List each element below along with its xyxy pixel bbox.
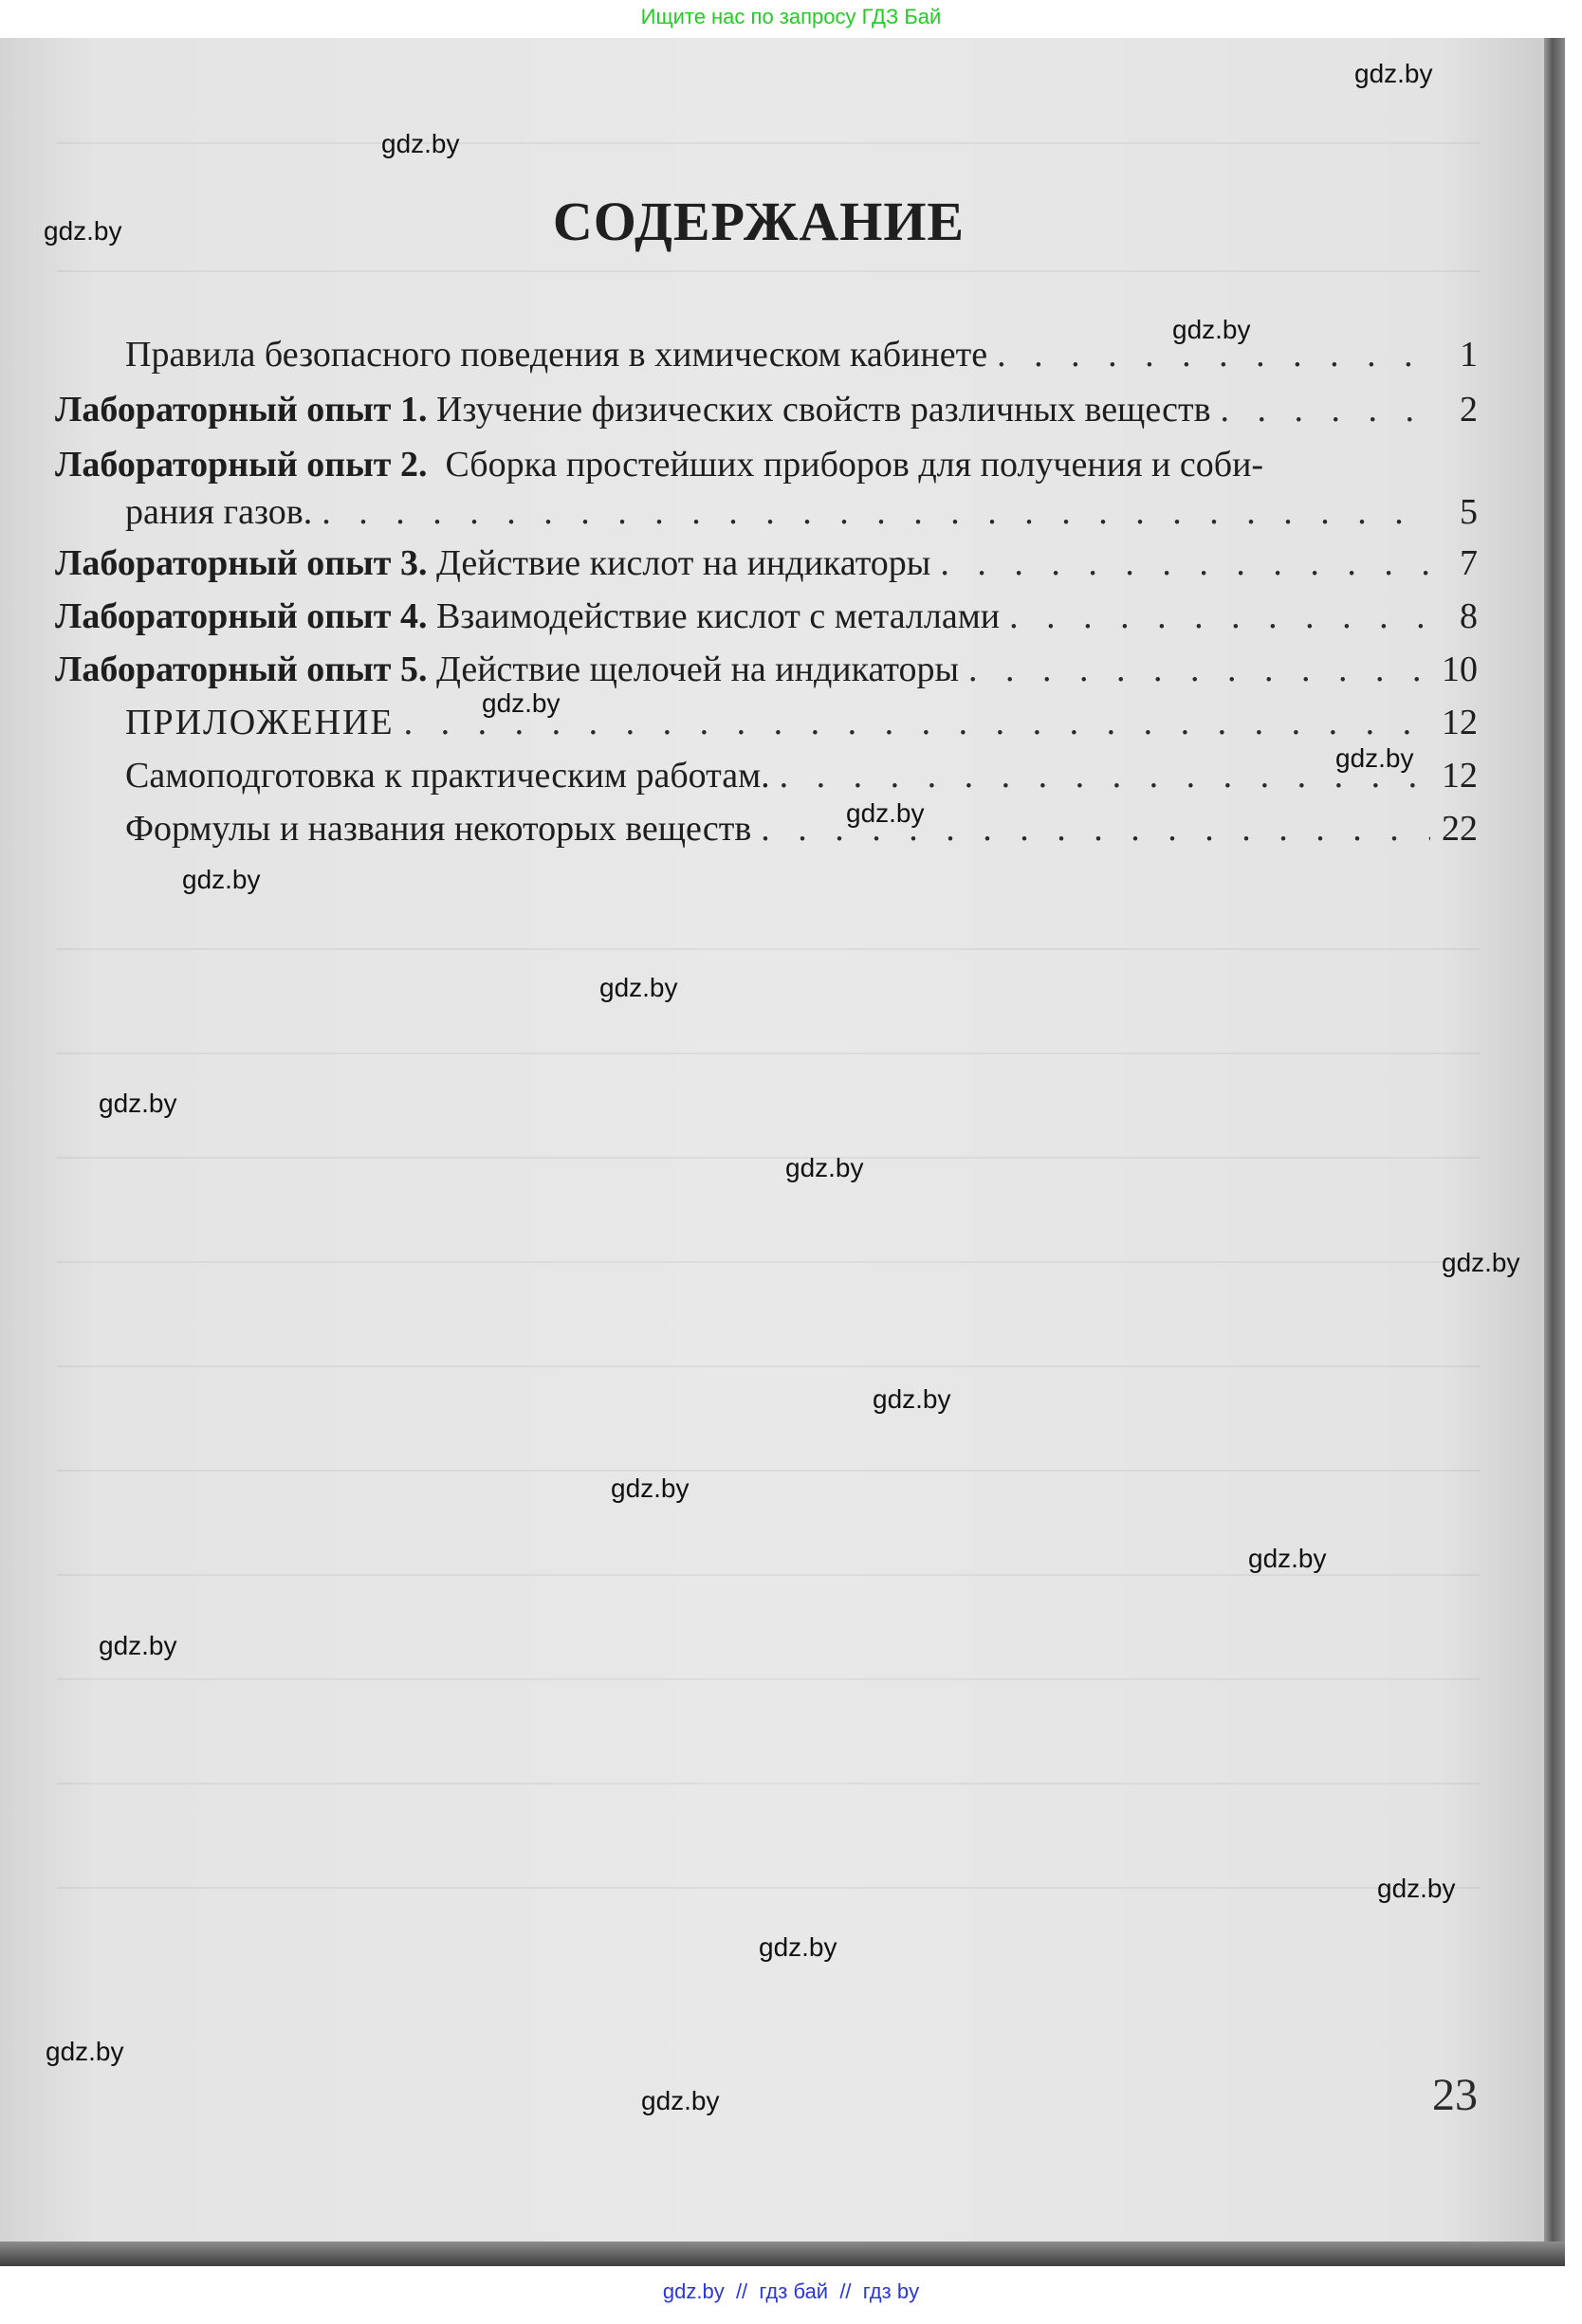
toc-entry-label: Лабораторный опыт 2. bbox=[55, 445, 428, 485]
toc-page-number: 10 bbox=[1442, 650, 1478, 689]
watermark: gdz.by bbox=[1442, 1248, 1520, 1277]
watermark: gdz.by bbox=[759, 1932, 837, 1962]
toc-entry-text: Формулы и названия некоторых веществ bbox=[125, 809, 752, 849]
toc-leader-dots bbox=[968, 649, 1430, 690]
toc-entry-continuation: рания газов. bbox=[125, 492, 313, 532]
ghost-line bbox=[57, 1470, 1480, 1472]
watermark: gdz.by bbox=[99, 1089, 177, 1118]
page-bottom-edge bbox=[0, 2242, 1565, 2266]
toc-page-number: 12 bbox=[1442, 703, 1478, 742]
toc-page-number: 2 bbox=[1460, 390, 1478, 430]
toc-entry-label: Лабораторный опыт 5. bbox=[55, 650, 428, 689]
watermark: gdz.by bbox=[46, 2037, 124, 2066]
toc-entry-text: Сборка простейших приборов для получения и соби- bbox=[435, 445, 1264, 485]
ghost-line bbox=[57, 1678, 1480, 1680]
toc-leader-dots bbox=[940, 542, 1430, 584]
toc-entry-label: Лабораторный опыт 4. bbox=[55, 596, 428, 636]
toc-leader-dots bbox=[1221, 389, 1430, 430]
toc-entry-lab-3[interactable] bbox=[55, 542, 1478, 595]
page-title: СОДЕРЖАНИЕ bbox=[552, 191, 966, 252]
ghost-line bbox=[57, 1157, 1480, 1159]
watermark: gdz.by bbox=[641, 2086, 720, 2115]
toc-entry-text: Взаимодействие кислот с металлами bbox=[427, 596, 1001, 636]
toc-entry-lab-5[interactable] bbox=[55, 649, 1478, 702]
toc-entry-text: Самоподготовка к практическим работам. bbox=[125, 756, 770, 796]
ghost-line bbox=[57, 1365, 1480, 1367]
ghost-line bbox=[57, 1783, 1480, 1784]
toc-leader-dots bbox=[1009, 595, 1430, 637]
watermark: gdz.by bbox=[846, 798, 925, 828]
watermark: gdz.by bbox=[873, 1384, 951, 1414]
watermark: gdz.by bbox=[44, 216, 122, 246]
ghost-line bbox=[57, 1261, 1480, 1263]
toc-entry-lab-2-line-1[interactable] bbox=[55, 444, 1478, 485]
toc-page-number: 8 bbox=[1460, 596, 1478, 636]
toc-entry-safety-rules[interactable] bbox=[125, 334, 1478, 387]
book-spine bbox=[1544, 38, 1565, 2266]
toc-leader-dots bbox=[780, 755, 1430, 796]
toc-page-number: 12 bbox=[1442, 756, 1478, 796]
toc-entry-lab-2-line-2[interactable] bbox=[125, 491, 1478, 544]
watermark: gdz.by bbox=[182, 865, 261, 894]
toc-entry-lab-4[interactable] bbox=[55, 595, 1478, 649]
toc-entry-label: Лабораторный опыт 1. bbox=[55, 390, 428, 430]
page-number: 23 bbox=[1432, 2070, 1478, 2120]
top-banner[interactable]: Ищите нас по запросу ГДЗ Бай bbox=[640, 5, 942, 28]
toc-entry-lab-1[interactable] bbox=[55, 389, 1478, 442]
watermark: gdz.by bbox=[785, 1153, 864, 1182]
toc-page-number: 7 bbox=[1460, 543, 1478, 583]
ghost-line bbox=[57, 142, 1480, 144]
toc-entry-text: ПРИЛОЖЕНИЕ bbox=[125, 703, 395, 742]
toc-page-number: 1 bbox=[1460, 335, 1478, 375]
ghost-line bbox=[57, 1052, 1480, 1054]
toc-entry-text: Правила безопасного поведения в химическом кабинете bbox=[125, 335, 988, 375]
watermark: gdz.by bbox=[1248, 1544, 1327, 1573]
toc-entry-self-prep[interactable] bbox=[125, 755, 1478, 808]
footer-links[interactable]: gdz.by // гдз бай // гдз by bbox=[662, 2279, 920, 2303]
ghost-line bbox=[57, 1574, 1480, 1576]
toc-entry-appendix[interactable] bbox=[125, 702, 1478, 755]
watermark: gdz.by bbox=[611, 1473, 690, 1503]
toc-entry-text: Изучение физических свойств различных веществ bbox=[427, 390, 1211, 430]
watermark: gdz.by bbox=[1335, 743, 1414, 773]
watermark: gdz.by bbox=[599, 973, 678, 1002]
watermark: gdz.by bbox=[482, 688, 561, 718]
watermark: gdz.by bbox=[99, 1631, 177, 1660]
ghost-line bbox=[57, 948, 1480, 950]
toc-page-number: 22 bbox=[1442, 809, 1478, 849]
watermark: gdz.by bbox=[381, 129, 460, 158]
watermark: gdz.by bbox=[1172, 315, 1251, 344]
ghost-line bbox=[57, 1887, 1480, 1889]
toc-entry-formulas[interactable] bbox=[125, 808, 1478, 861]
toc-entry-label: Лабораторный опыт 3. bbox=[55, 543, 428, 583]
watermark: gdz.by bbox=[1354, 59, 1433, 88]
toc-entry-text: Действие кислот на индикаторы bbox=[427, 543, 931, 583]
toc-entry-text: Действие щелочей на индикаторы bbox=[427, 650, 960, 689]
watermark: gdz.by bbox=[1377, 1874, 1456, 1903]
toc-page-number: 5 bbox=[1460, 492, 1478, 532]
toc-leader-dots bbox=[322, 491, 1430, 533]
ghost-line bbox=[57, 270, 1480, 272]
